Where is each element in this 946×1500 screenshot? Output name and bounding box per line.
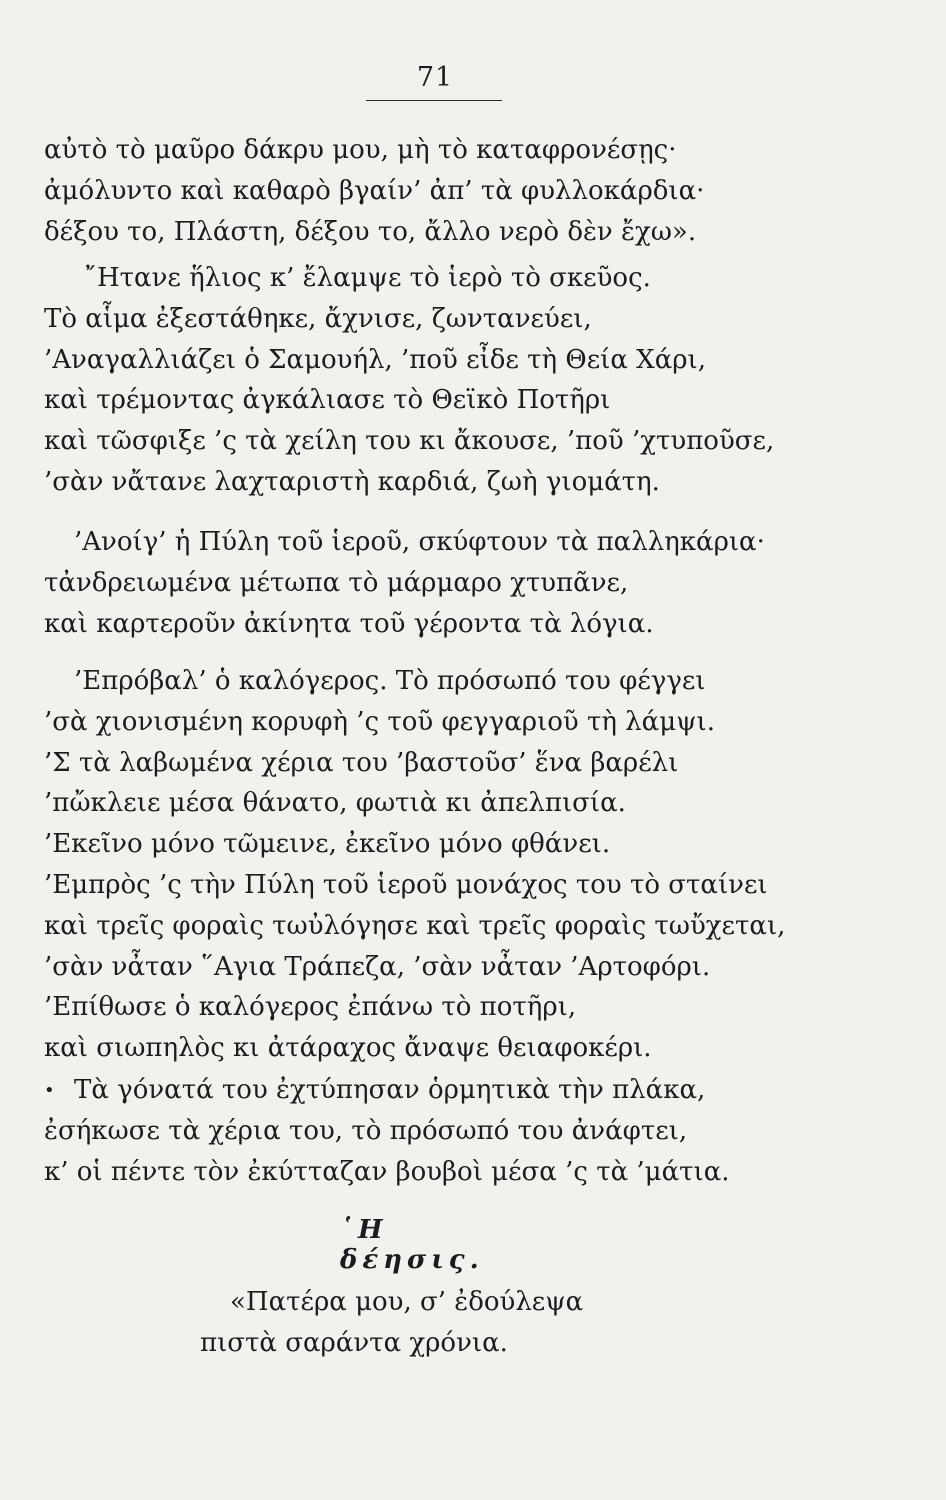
verse-line: ’Αναγαλλιάζει ὁ Σαμουήλ, ’ποῦ εἶδε τὴ Θεία Χάρι, — [44, 344, 706, 375]
verse-line: καὶ τρεῖς φοραὶς τωὐλόγησε καὶ τρεῖς φοραὶς τωὔχεται, — [44, 910, 786, 941]
stanza-4 — [44, 661, 904, 1069]
stanza-2 — [44, 258, 904, 503]
verse-line: ’σὰν νἄτανε λαχταριστὴ καρδιά, ζωὴ γιομάτη. — [44, 466, 660, 497]
verse-line: «Πατέρα μου, σ’ ἐδούλεψα — [230, 1287, 584, 1317]
stanza-3 — [44, 522, 904, 644]
bullet-mark: • — [44, 1079, 55, 1101]
verse-line: ’Επίθωσε ὁ καλόγερος ἐπάνω τὸ ποτῆρι, — [44, 992, 577, 1023]
verse-line: ’πὤκλειε μέσα θάνατο, φωτιὰ κι ἀπελπισία. — [44, 788, 626, 819]
verse-line: ἀμόλυντο καὶ καθαρὸ βγαίν’ ἀπ’ τὰ φυλλοκάρδια· — [44, 175, 705, 206]
verse-line: αὐτὸ τὸ μαῦρο δάκρυ μου, μὴ τὸ καταφρονέσῃς· — [44, 135, 677, 165]
stanza-1 — [44, 130, 904, 252]
verse-line: ’Εκεῖνο μόνο τῶμεινε, ἐκεῖνο μόνο φθάνει. — [44, 829, 611, 860]
verse-line: δέξου το, Πλάστη, δέξου το, ἄλλο νερὸ δὲν ἔχω». — [44, 216, 697, 247]
verse-line: Τὸ αἷμα ἐξεστάθηκε, ἄχνισε, ζωντανεύει, — [44, 303, 592, 334]
stanza-5 — [44, 1070, 904, 1192]
verse-line: καὶ σιωπηλὸς κι ἀτάραχος ἄναψε θειαφοκέρι. — [44, 1033, 652, 1064]
prayer-stanza — [200, 1282, 800, 1364]
verse-line: ’Επρόβαλ’ ὁ καλόγερος. Τὸ πρόσωπό του φέγγει — [74, 666, 706, 696]
verse-line: καὶ καρτεροῦν ἀκίνητα τοῦ γέροντα τὰ λόγια. — [44, 608, 654, 639]
verse-line: ’Εμπρὸς ’ς τὴν Πύλη τοῦ ἱεροῦ μονάχος του τὸ σταίνει — [44, 869, 768, 900]
verse-line: ’Ανοίγ’ ἡ Πύλη τοῦ ἱεροῦ, σκύφτουν τὰ παλληκάρια· — [74, 527, 765, 557]
verse-line: καὶ τρέμοντας ἀγκάλιασε τὸ Θεϊκὸ Ποτῆρι — [44, 385, 611, 416]
verse-text: Τὰ γόνατά του ἐχτύπησαν ὁρμητικὰ τὴν πλάκα, — [74, 1075, 706, 1105]
verse-line: ’Σ τὰ λαβωμένα χέρια του ’βαστοῦσ’ ἕνα βαρέλι — [44, 747, 679, 778]
verse-line: ἐσήκωσε τὰ χέρια του, τὸ πρόσωπό του ἀνάφτει, — [44, 1115, 688, 1146]
verse-line: τἀνδρειωμένα μέτωπα τὸ μάρμαρο χτυπᾶνε, — [44, 567, 629, 598]
verse-line: πιστὰ σαράντα χρόνια. — [200, 1327, 508, 1358]
verse-line: καὶ τῶσφιξε ’ς τὰ χείλη του κι ἄκουσε, ’ποῦ ’χτυποῦσε, — [44, 426, 775, 457]
verse-line: κ’ οἱ πέντε τὸν ἐκύτταζαν βουβοὶ μέσα ’ς τὰ ’μάτια. — [44, 1156, 730, 1187]
header-rule — [366, 100, 502, 101]
verse-line — [44, 1070, 904, 1111]
section-heading: ῾Η δέησις. — [340, 1215, 484, 1275]
page-number: 71 — [416, 62, 454, 93]
verse-line: ’σὰ χιονισμένη κορυφὴ ’ς τοῦ φεγγαριοῦ τὴ λάμψι. — [44, 706, 715, 737]
verse-line: ’σὰν νἆταν ῞Αγια Τράπεζα, ’σὰν νἆταν ’Αρτοφόρι. — [44, 951, 711, 982]
verse-line: ῎Ητανε ἥλιος κ’ ἔλαμψε τὸ ἱερὸ τὸ σκεῦος. — [84, 263, 651, 293]
